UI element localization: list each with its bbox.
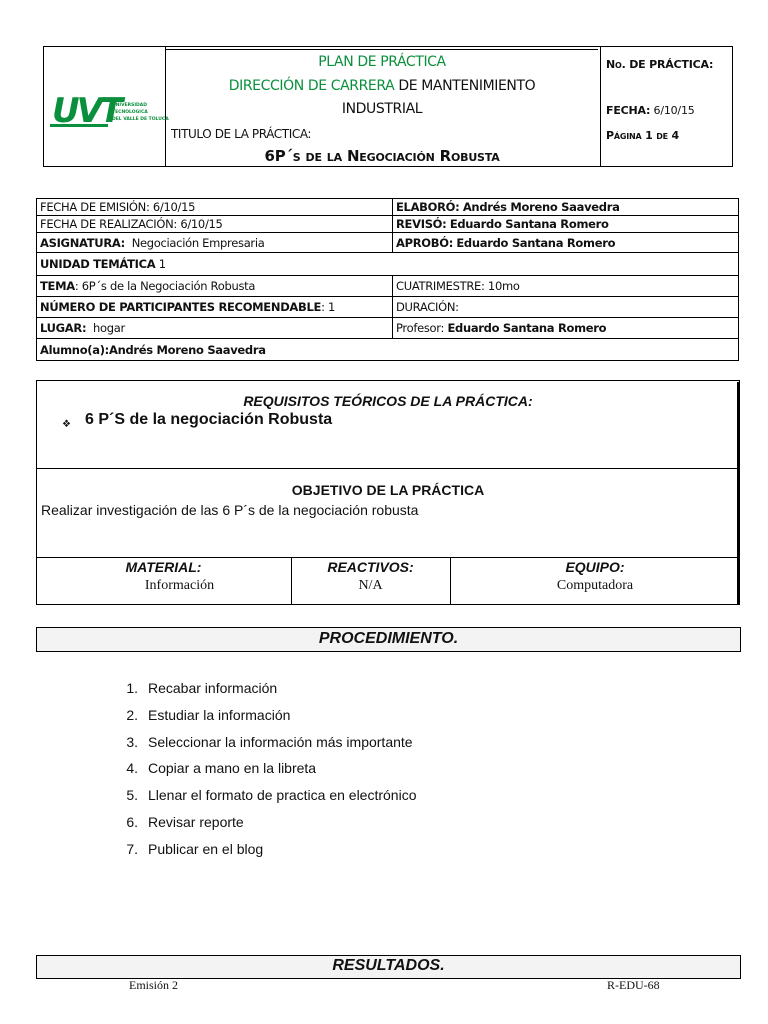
participantes: NÚMERO DE PARTICIPANTES RECOMENDABLE: 1 xyxy=(37,297,393,318)
reactivos-value: N/A xyxy=(358,578,383,593)
objetivo-text: Realizar investigación de las 6 P´s de la negociación robusta xyxy=(41,502,419,518)
material-value: Información xyxy=(144,578,215,593)
duracion: DURACIÓN: xyxy=(393,297,739,318)
fecha-emision: FECHA DE EMISIÓN: 6/10/15 xyxy=(37,199,393,216)
footer-code: R-EDU-68 xyxy=(607,978,660,992)
svg-text:UNIVERSIDAD: UNIVERSIDAD xyxy=(112,103,147,108)
alumno: Alumno(a):Andrés Moreno Saavedra xyxy=(37,339,739,361)
requisitos-title: REQUISITOS TEÓRICOS DE LA PRÁCTICA: xyxy=(243,393,533,409)
procedure-steps xyxy=(116,678,416,866)
divider xyxy=(36,557,740,558)
resultados-title: RESULTADOS. xyxy=(36,955,741,979)
divider xyxy=(36,468,740,469)
requisito-item: 6 P´S de la negociación Robusta xyxy=(85,411,333,428)
list-item: 7. Publicar en el blog xyxy=(126,840,264,857)
tema: TEMA: 6P´s de la Negociación Robusta xyxy=(37,276,393,297)
lugar: LUGAR: hogar xyxy=(37,318,393,339)
list-item: 5. Llenar el formato de practica en electrónico xyxy=(126,787,417,804)
asignatura: ASIGNATURA: Negociación Empresaria xyxy=(37,233,393,253)
industrial-line: INDUSTRIAL xyxy=(341,101,423,117)
list-item: 6. Revisar reporte xyxy=(126,813,244,830)
titulo-label: TITULO DE LA PRÁCTICA: xyxy=(171,127,312,141)
unidad-tematica: UNIDAD TEMÁTICA 1 xyxy=(37,253,739,276)
direccion-line: DIRECCIÓN DE CARRERA DE MANTENIMIENTO xyxy=(228,78,536,94)
titulo-value: 6P´s de la Negociación Robusta xyxy=(264,147,500,165)
material-label: MATERIAL: xyxy=(125,559,202,575)
reviso: REVISÓ: Eduardo Santana Romero xyxy=(393,216,739,233)
list-item: 3. Seleccionar la información más importante xyxy=(126,733,413,750)
svg-text:DEL VALLE DE TOLUCA: DEL VALLE DE TOLUCA xyxy=(112,117,169,122)
objetivo-title: OBJETIVO DE LA PRÁCTICA xyxy=(291,482,485,498)
pagina-label: Página 1 de 4 xyxy=(606,129,679,142)
bullet-icon: ❖ xyxy=(62,419,71,430)
elaboro: ELABORÓ: Andrés Moreno Saavedra xyxy=(393,199,739,216)
reactivos-label: REACTIVOS: xyxy=(327,559,414,575)
footer-emision: Emisión 2 xyxy=(129,978,179,992)
profesor: Profesor: Eduardo Santana Romero xyxy=(393,318,739,339)
procedimiento-title: PROCEDIMIENTO. xyxy=(36,627,741,652)
svg-text:TECNOLOGICA: TECNOLOGICA xyxy=(112,110,148,115)
fecha-realizacion: FECHA DE REALIZACIÓN: 6/10/15 xyxy=(37,216,393,233)
university-logo xyxy=(50,86,169,132)
plan-title: PLAN DE PRÁCTICA xyxy=(318,54,446,70)
list-item: 2. Estudiar la información xyxy=(126,706,291,723)
cuatrimestre: CUATRIMESTRE: 10mo xyxy=(393,276,739,297)
equipo-value: Computadora xyxy=(556,578,634,593)
no-practica-label: No. DE PRÁCTICA: xyxy=(606,58,714,71)
fecha-field: FECHA: 6/10/15 xyxy=(606,104,695,117)
logo-text: UVT xyxy=(52,91,121,131)
list-item: 1. Recabar información xyxy=(126,680,278,696)
aprobo: APROBÓ: Eduardo Santana Romero xyxy=(393,233,739,253)
list-item: 4. Copiar a mano en la libreta xyxy=(126,760,317,777)
equipo-label: EQUIPO: xyxy=(565,559,625,575)
info-table xyxy=(36,198,739,361)
